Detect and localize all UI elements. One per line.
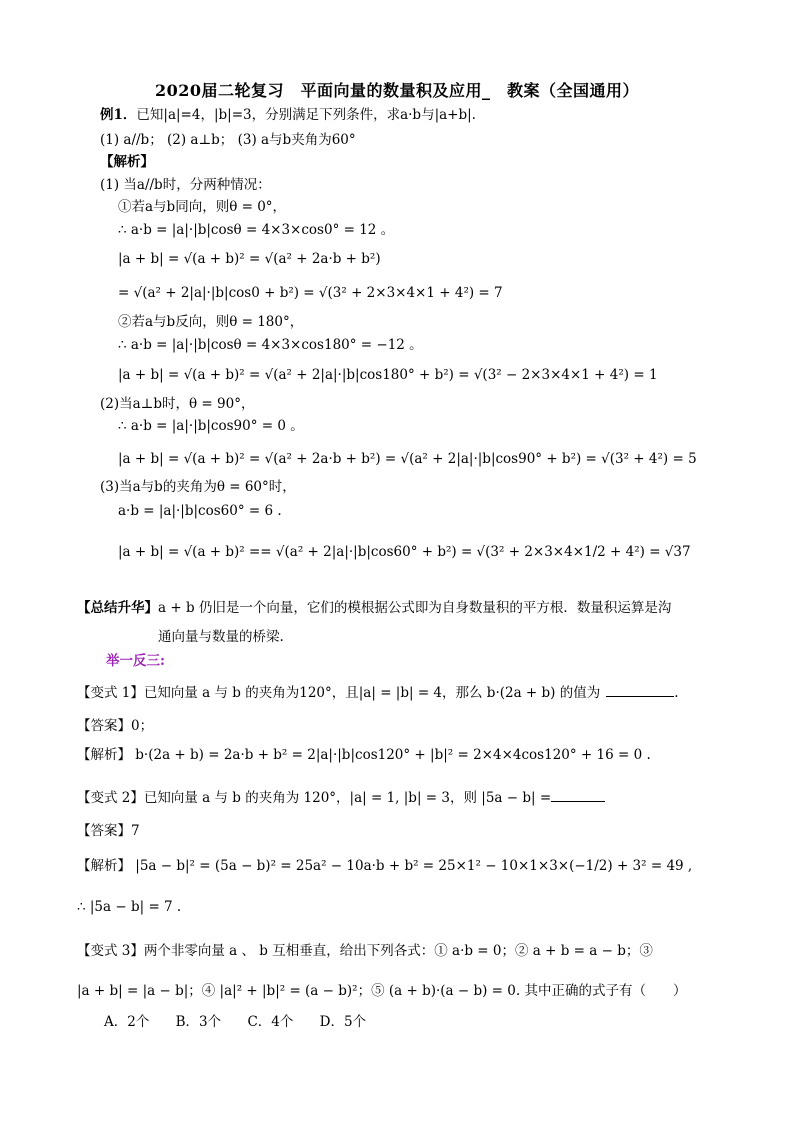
solution-line: |a + b| = √(a + b)² = √(a² + 2a·b + b²) = √(a² + 2|a|·|b|cos90° + b²) = √(3² + 4²) = 5	[118, 451, 697, 467]
solution-line: |a + b| = √(a + b)² = √(a² + 2a·b + b²)	[118, 251, 381, 267]
variant-3-question-2: |a + b| = |a − b|；④ |a|² + |b|² = (a − b)²；⑤ (a + b)·(a − b) = 0. 其中正确的式子有（ ）	[77, 983, 687, 999]
summary-label: 【总结升华】	[77, 600, 158, 616]
solution-line: ∴ a·b = |a|·|b|cos90° = 0 。	[118, 418, 304, 434]
solution-line: (1) 当a//b时，分两种情况：	[100, 177, 271, 193]
option-a[interactable]: A．2个	[104, 1014, 150, 1030]
solution-line: (3)当a与b的夹角为θ = 60°时，	[100, 479, 296, 495]
variant-2-question-text: 【变式 2】已知向量 a 与 b 的夹角为 120°，|a| = 1, |b| = 3，则 |5a − b| =	[77, 790, 552, 806]
solution-line: |a + b| = √(a + b)² = √(a² + 2|a|·|b|cos180° + b²) = √(3² − 2×3×4×1 + 4²) = 1	[118, 367, 658, 383]
example-label: 例1．	[100, 107, 137, 123]
solution-line: ②若a与b反向，则θ = 180°，	[118, 314, 304, 330]
variant-3-options	[104, 1013, 388, 1031]
option-b[interactable]: B．3个	[175, 1014, 222, 1030]
variant-2-answer: 【答案】7	[77, 823, 140, 839]
option-d[interactable]: D．5个	[319, 1014, 367, 1030]
option-c[interactable]: C．4个	[247, 1014, 294, 1030]
solution-line: ①若a与b同向，则θ = 0°，	[118, 199, 287, 215]
solution-line: = √(a² + 2|a|·|b|cos0 + b²) = √(3² + 2×3×4×1 + 4²) = 7	[118, 285, 503, 301]
solution-line: a·b = |a|·|b|cos60° = 6 .	[118, 503, 282, 519]
variant-1-question	[77, 684, 679, 702]
variant-1-analysis: 【解析】 b·(2a + b) = 2a·b + b² = 2|a|·|b|cos120° + |b|² = 2×4×4cos120° + 16 = 0 .	[77, 747, 651, 763]
solution-line: (2)当a⊥b时，θ = 90°，	[100, 396, 255, 412]
variant-3-question-1: 【变式 3】两个非零向量 a 、 b 互相垂直，给出下列各式：① a·b = 0；② a + b = a − b；③	[77, 943, 653, 959]
analysis-label: 【解析】	[100, 154, 154, 170]
variant-1-answer: 【答案】0；	[77, 718, 154, 734]
example-stem	[100, 106, 476, 124]
practice-title: 举一反三:	[106, 653, 165, 669]
page-title: 2020届二轮复习 平面向量的数量积及应用_ 教案（全国通用）	[154, 81, 640, 100]
variant-2-analysis: 【解析】 |5a − b|² = (5a − b)² = 25a² − 10a·b + b² = 25×1² − 10×1×3×(−1/2) + 3² = 49 ,	[77, 858, 693, 874]
solution-line: ∴ a·b = |a|·|b|cosθ = 4×3×cos180° = −12 。	[118, 337, 423, 353]
variant-1-answer-blank[interactable]	[606, 684, 674, 697]
summary-line-1	[77, 599, 671, 617]
variant-2-question	[77, 789, 605, 807]
variant-1-tail: .	[674, 685, 679, 701]
variant-2-answer-blank[interactable]	[551, 789, 605, 802]
summary-text-1: a + b 仍旧是一个向量，它们的模根据公式即为自身数量积的平方根．数量积运算是沟	[158, 600, 672, 616]
variant-1-question-text: 【变式 1】已知向量 a 与 b 的夹角为120°，且|a| = |b| = 4，那么 b·(2a + b) 的值为	[77, 685, 601, 701]
solution-line: ∴ a·b = |a|·|b|cosθ = 4×3×cos0° = 12 。	[118, 222, 395, 238]
example-stem-text: 已知|a|=4，|b|=3，分别满足下列条件，求a·b与|a+b|.	[136, 107, 476, 123]
example-conditions: (1) a//b； (2) a⊥b； (3) a与b夹角为60°	[100, 132, 356, 148]
variant-2-conclusion: ∴ |5a − b| = 7 .	[77, 899, 182, 915]
summary-line-2: 通向量与数量的桥梁.	[158, 629, 284, 645]
solution-line: |a + b| = √(a + b)² == √(a² + 2|a|·|b|cos60° + b²) = √(3² + 2×3×4×1/2 + 4²) = √37	[118, 544, 691, 560]
